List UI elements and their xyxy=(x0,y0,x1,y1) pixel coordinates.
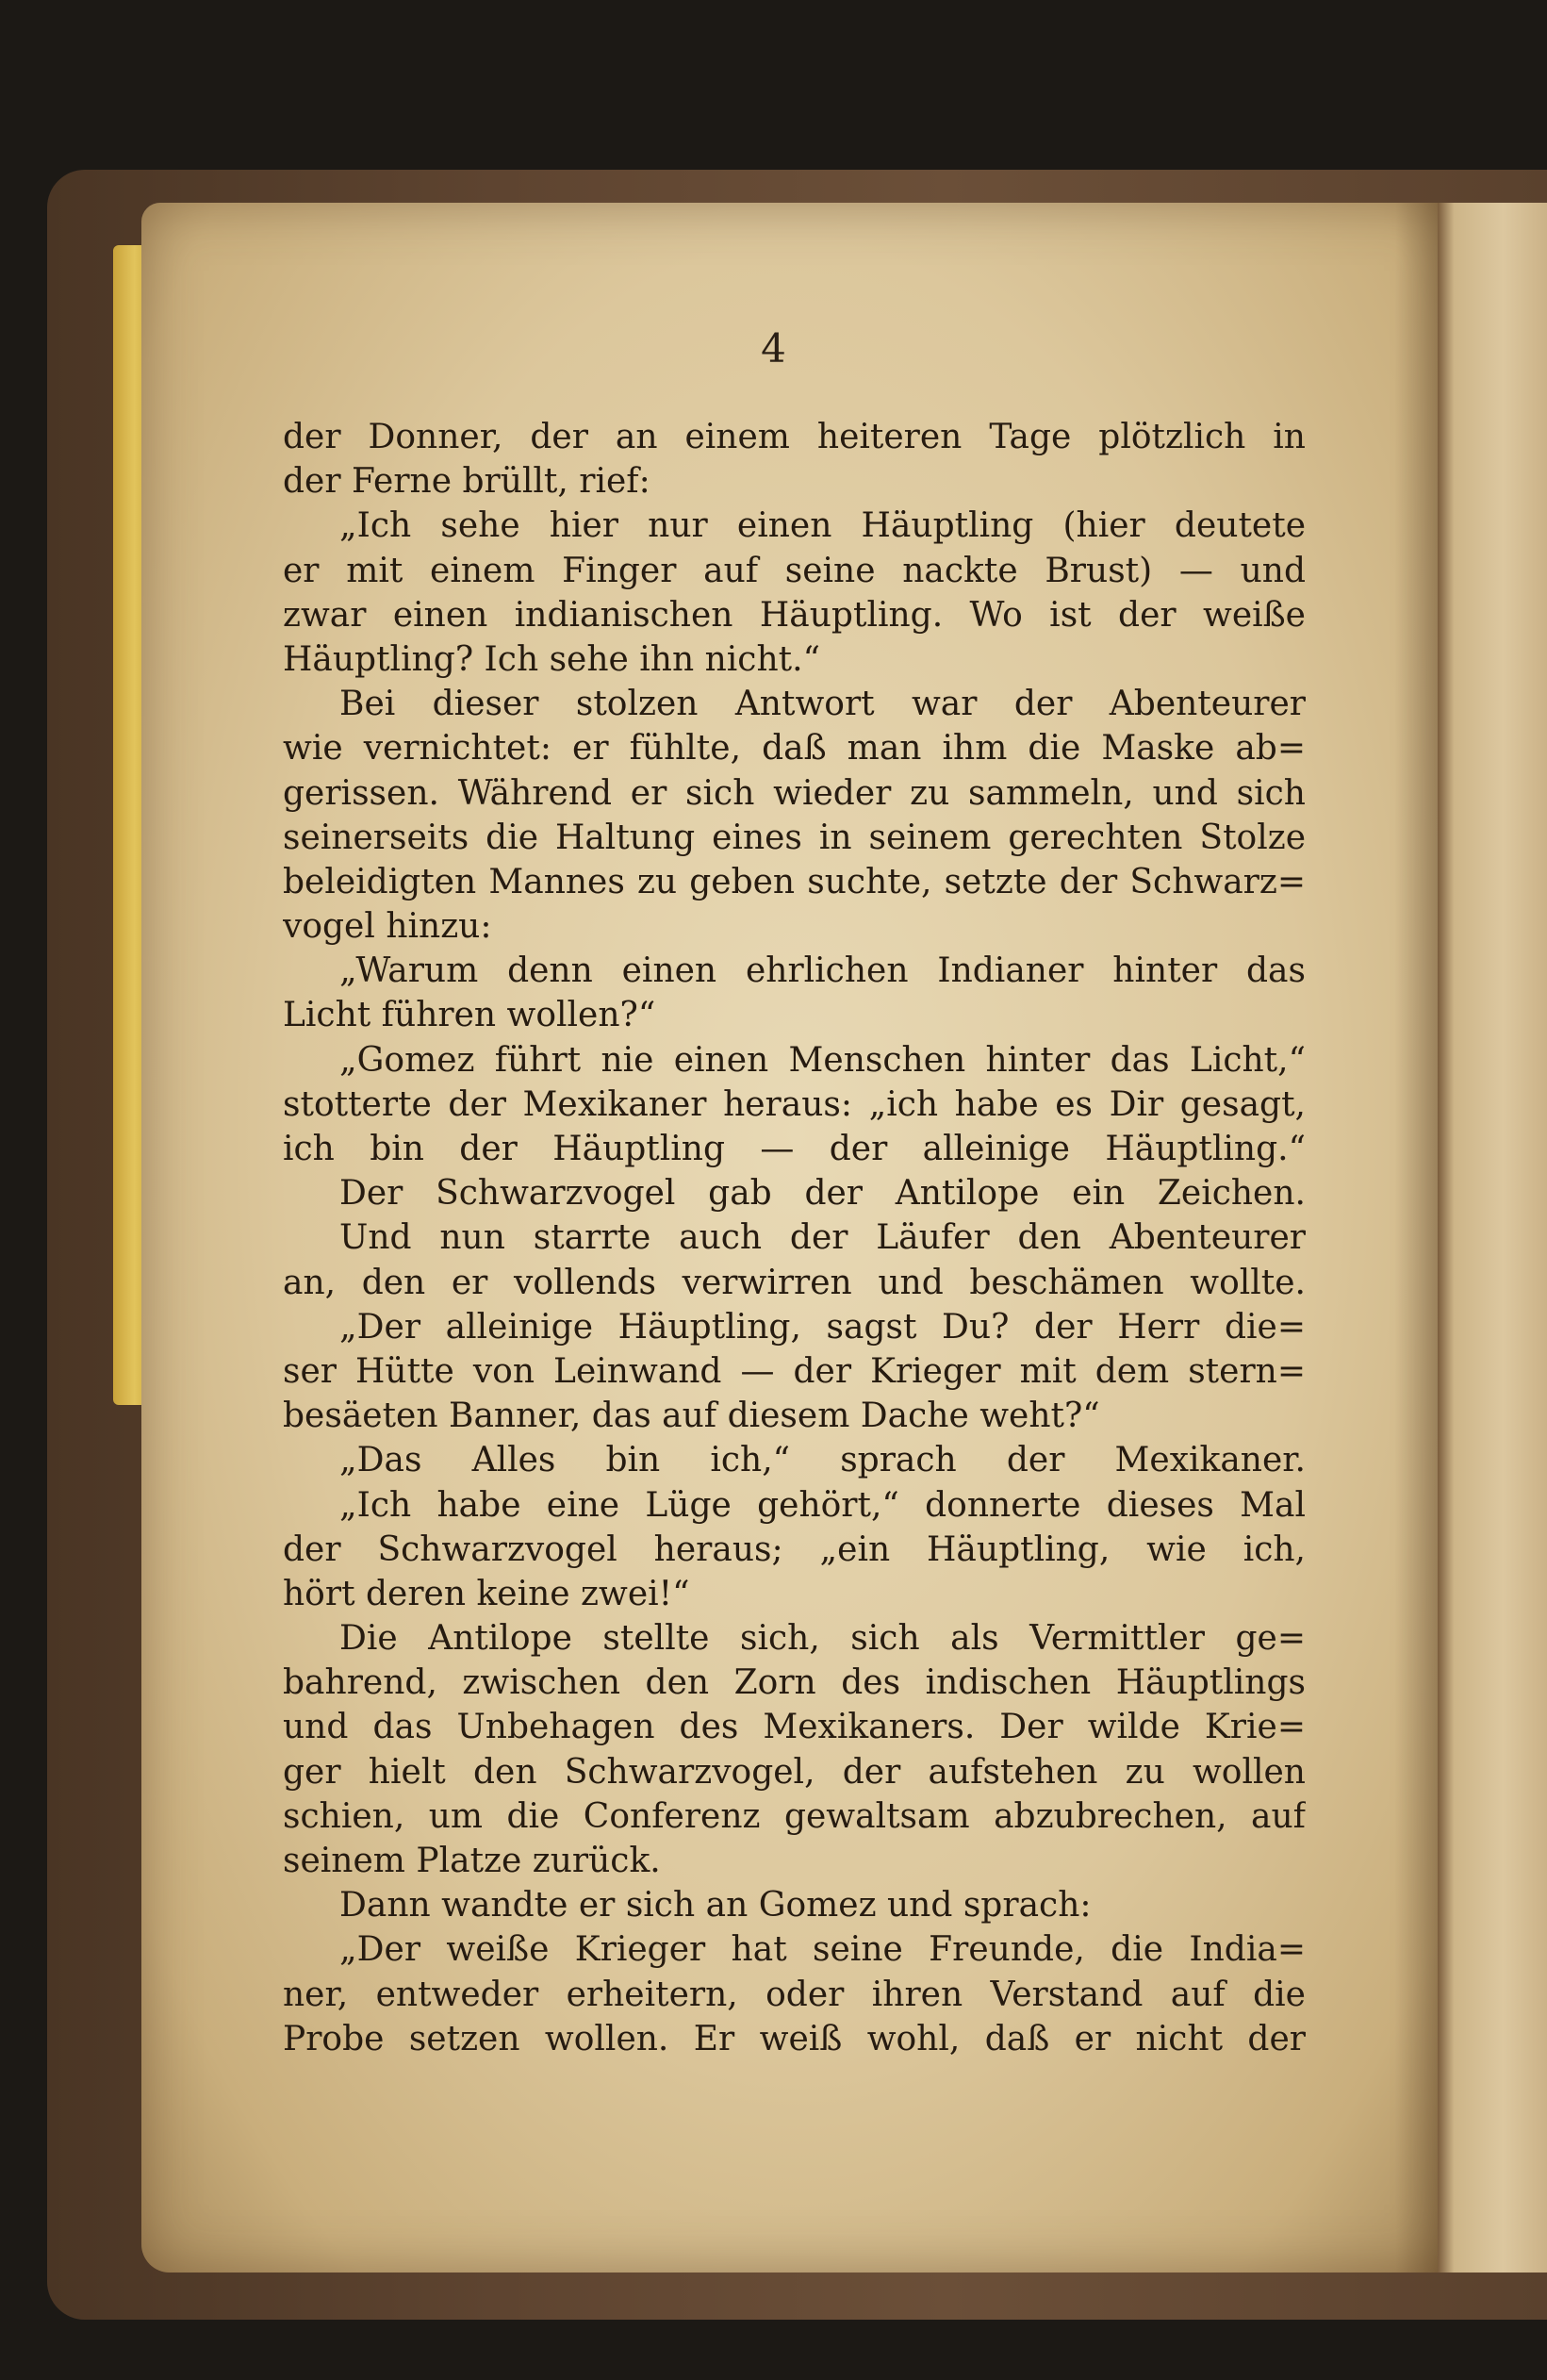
text-line: Probe setzen wollen. Er weiß wohl, daß er nicht der xyxy=(283,2019,1306,2058)
text-line: an, den er vollends verwirren und beschämen wollte. xyxy=(283,1263,1306,1302)
text-line: vogel hinzu: xyxy=(283,907,492,947)
text-line: Der Schwarzvogel gab der Antilope ein Zeichen. xyxy=(339,1174,1306,1214)
text-line: Dann wandte er sich an Gomez und sprach: xyxy=(339,1886,1092,1925)
text-line: „Ich habe eine Lüge gehört,“ donnerte dieses Mal xyxy=(339,1485,1306,1525)
text-line: schien, um die Conferenz gewaltsam abzubrechen, auf xyxy=(283,1796,1306,1836)
text-line: „Der alleinige Häuptling, sagst Du? der Herr die= xyxy=(339,1307,1306,1347)
text-line: hört deren keine zwei!“ xyxy=(283,1574,690,1613)
text-line: bahrend, zwischen den Zorn des indischen Häuptlings xyxy=(283,1663,1306,1703)
text-line: ger hielt den Schwarzvogel, der aufstehen zu wollen xyxy=(283,1752,1306,1792)
text-line: wie vernichtet: er fühlte, daß man ihm die Maske ab= xyxy=(283,729,1306,769)
facing-page-edge xyxy=(1438,203,1547,2273)
text-line: Die Antilope stellte sich, sich als Vermittler ge= xyxy=(339,1619,1306,1659)
text-line: stotterte der Mexikaner heraus: „ich habe es Dir gesagt, xyxy=(283,1084,1306,1124)
text-line: besäeten Banner, das auf diesem Dache weht?“ xyxy=(283,1397,1100,1436)
text-line: Und nun starrte auch der Läufer den Abenteurer xyxy=(339,1218,1306,1258)
text-line: der Schwarzvogel heraus; „ein Häuptling, wie ich, xyxy=(283,1529,1306,1569)
text-line: er mit einem Finger auf seine nackte Brust) — und xyxy=(283,551,1306,590)
text-line: seinem Platze zurück. xyxy=(283,1842,661,1880)
text-line: „Warum denn einen ehrlichen Indianer hinter das xyxy=(339,951,1306,991)
page-number: 4 xyxy=(761,325,786,372)
text-line: ich bin der Häuptling — der alleinige Häuptling.“ xyxy=(283,1130,1306,1168)
text-line: und das Unbehagen des Mexikaners. Der wilde Krie= xyxy=(283,1708,1306,1747)
text-line: „Gomez führt nie einen Menschen hinter das Licht,“ xyxy=(339,1040,1306,1080)
text-line: „Der weiße Krieger hat seine Freunde, die India= xyxy=(339,1930,1306,1970)
text-line: seinerseits die Haltung eines in seinem gerechten Stolze xyxy=(283,818,1306,857)
text-line: „Das Alles bin ich,“ sprach der Mexikaner. xyxy=(339,1441,1306,1480)
text-line: der Ferne brüllt, rief: xyxy=(283,462,650,502)
text-line: Licht führen wollen?“ xyxy=(283,996,656,1035)
text-line: zwar einen indianischen Häuptling. Wo ist der weiße xyxy=(283,595,1306,635)
text-line: gerissen. Während er sich wieder zu sammeln, und sich xyxy=(283,773,1306,813)
text-line: beleidigten Mannes zu geben suchte, setzte der Schwarz= xyxy=(283,862,1306,901)
text-line: Bei dieser stolzen Antwort war der Abenteurer xyxy=(339,685,1306,724)
body-text xyxy=(283,415,1306,2061)
text-line: ner, entweder erheitern, oder ihren Verstand auf die xyxy=(283,1975,1306,2014)
text-line: „Ich sehe hier nur einen Häuptling (hier deutete xyxy=(339,506,1306,546)
text-line: Häuptling? Ich sehe ihn nicht.“ xyxy=(283,639,820,679)
text-line: der Donner, der an einem heiteren Tage plötzlich in xyxy=(283,418,1306,456)
text-line: ser Hütte von Leinwand — der Krieger mit dem stern= xyxy=(283,1351,1306,1391)
